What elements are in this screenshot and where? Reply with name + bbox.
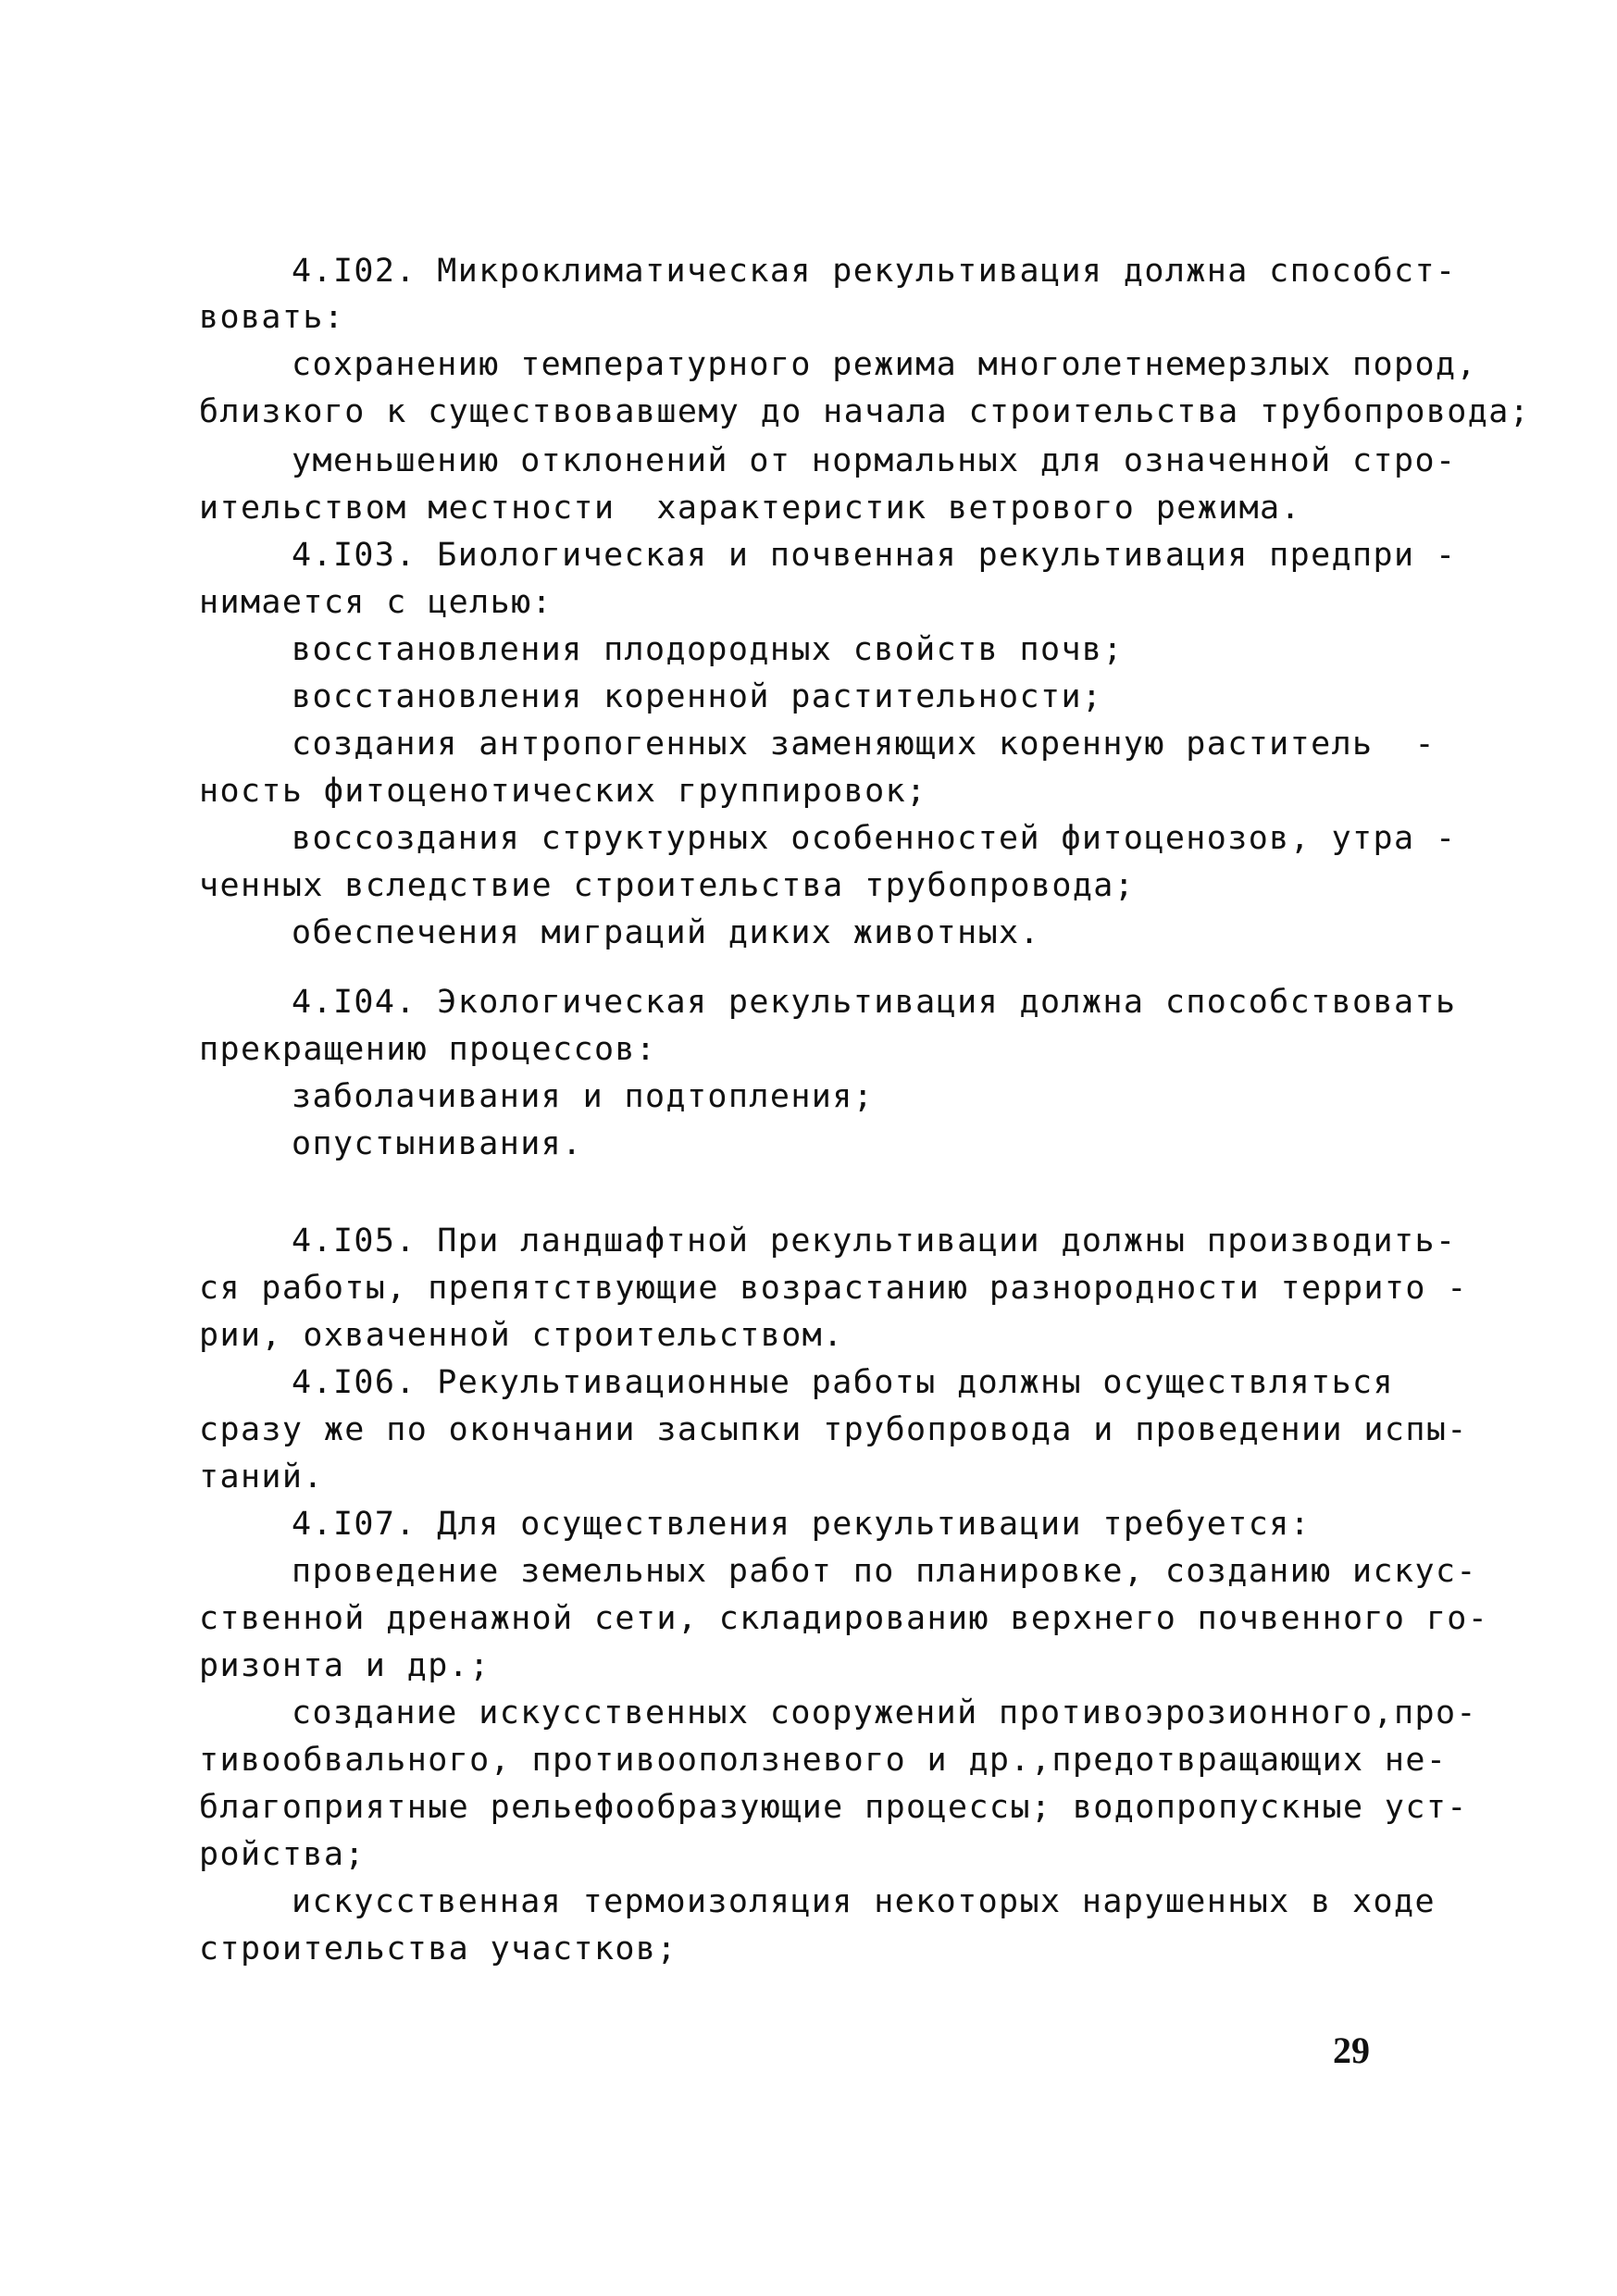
text-line: таний. — [199, 1458, 324, 1496]
text-line: ся работы, препятствующие возрастанию разнородности террито - — [199, 1270, 1468, 1307]
text-line: нимается с целью: — [199, 584, 554, 621]
text-line: заболачивания и подтопления; — [292, 1078, 875, 1115]
text-line: уменьшению отклонений от нормальных для означенной стро- — [292, 442, 1457, 479]
text-line: создания антропогенных заменяющих коренную раститель - — [292, 726, 1436, 763]
text-line: 4.I04. Экологическая рекультивация должна способствовать — [292, 984, 1457, 1021]
text-line: создание искусственных сооружений противоэрозионного,про- — [292, 1694, 1477, 1731]
text-line: ность фитоценотических группировок; — [199, 773, 927, 810]
text-line: опустынивания. — [292, 1125, 583, 1162]
text-line: тивообвального, противооползневого и др.,предотвращающих не- — [199, 1742, 1448, 1779]
text-line: строительства участков; — [199, 1930, 678, 1967]
page-number: 29 — [1333, 2029, 1370, 2071]
text-line: воссоздания структурных особенностей фитоценозов, утра - — [292, 820, 1457, 857]
text-line: обеспечения миграций диких животных. — [292, 914, 1040, 951]
text-line: сразу же по окончании засыпки трубопровода и проведении испы- — [199, 1411, 1468, 1448]
text-line: ройства; — [199, 1836, 366, 1873]
text-line: близкого к существовавшему до начала строительства трубопровода; — [199, 393, 1531, 430]
text-line: благоприятные рельефообразующие процессы; водопропускные уст- — [199, 1789, 1468, 1826]
text-line: проведение земельных работ по планировке, созданию искус- — [292, 1553, 1477, 1590]
text-line: 4.I06. Рекультивационные работы должны осуществляться — [292, 1364, 1395, 1401]
text-line: 4.I07. Для осуществления рекультивации требуется: — [292, 1506, 1312, 1543]
text-line: рии, охваченной строительством. — [199, 1317, 844, 1354]
text-line: ственной дренажной сети, складированию верхнего почвенного го- — [199, 1600, 1489, 1637]
text-line: вовать: — [199, 299, 345, 336]
text-line: прекращению процессов: — [199, 1031, 657, 1068]
text-line: ченных вследствие строительства трубопровода; — [199, 867, 1136, 904]
text-line: 4.I05. При ландшафтной рекультивации должны производить- — [292, 1222, 1457, 1260]
text-line: 4.I02. Микроклиматическая рекультивация должна способст- — [292, 253, 1457, 290]
text-line: 4.I03. Биологическая и почвенная рекультивация предпри - — [292, 537, 1457, 574]
text-line: ительством местности характеристик ветрового режима. — [199, 490, 1302, 527]
text-line: сохранению температурного режима многолетнемерзлых пород, — [292, 346, 1477, 383]
text-line: восстановления плодородных свойств почв; — [292, 631, 1124, 668]
text-line: искусственная термоизоляция некоторых нарушенных в ходе — [292, 1883, 1436, 1920]
text-line: восстановления коренной растительности; — [292, 678, 1103, 715]
text-line: ризонта и др.; — [199, 1647, 491, 1684]
